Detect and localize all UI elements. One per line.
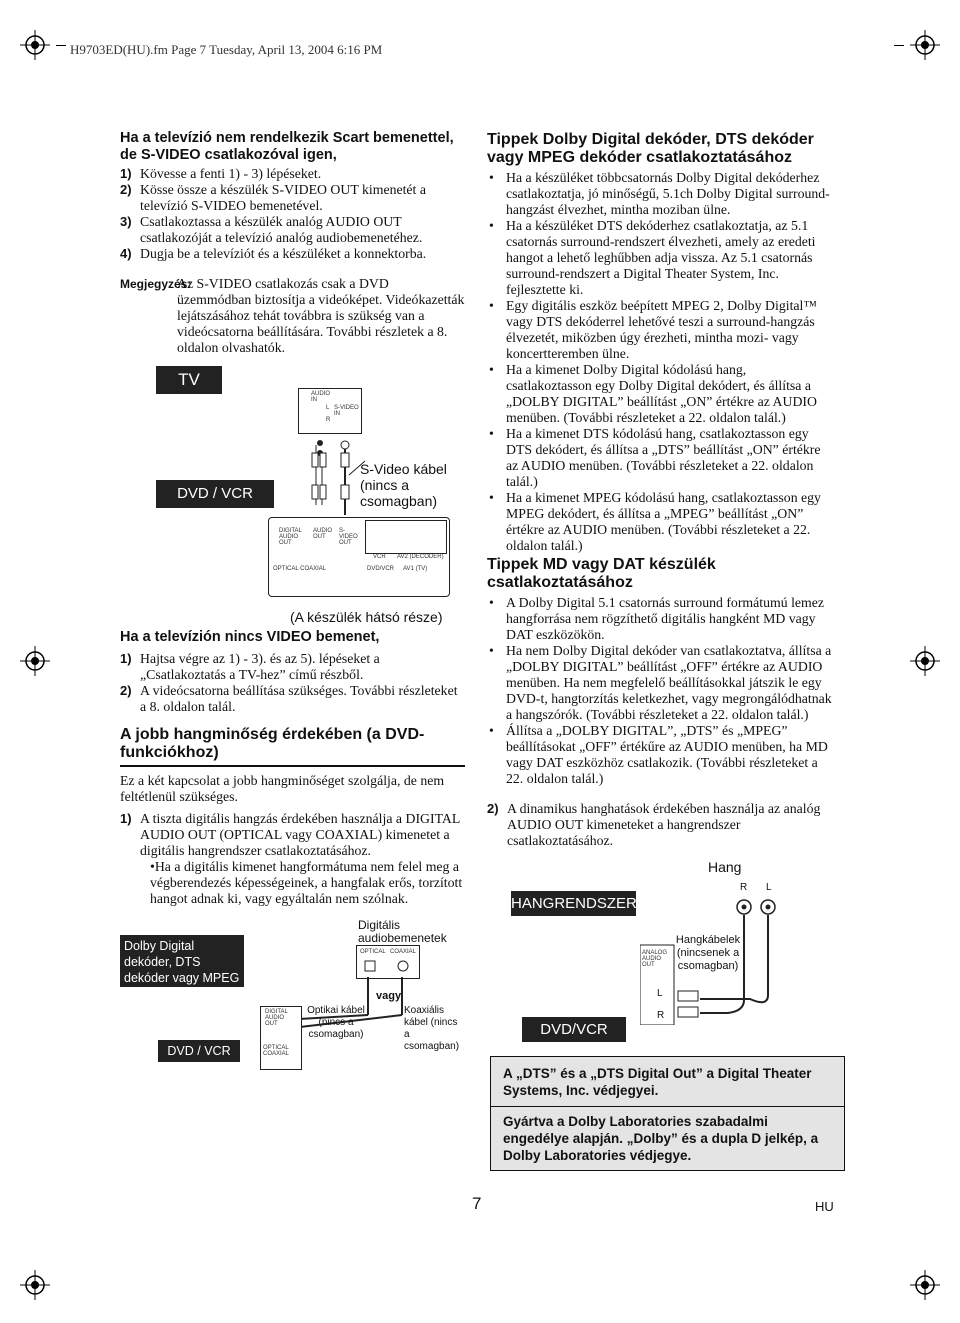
dvd-vcr-label: DVD / VCR — [156, 480, 274, 508]
hang-label: Hang — [708, 859, 742, 875]
dvdvcr-label: DVD/VCR — [522, 1017, 626, 1042]
heading-rule — [120, 765, 465, 767]
step-item: 3) Csatlakoztassa a készülék analóg AUDIO OUT csatlakozóját a televízió analóg audiobemenetéhez. — [120, 214, 423, 245]
quality-heading: A jobb hangminőség érdekében (a DVD-funkciókhoz) — [120, 726, 425, 761]
md-heading: Tippek MD vagy DAT készülék csatlakoztatásához — [487, 556, 716, 591]
quality-step1: 1) A tiszta digitális hangzás érdekében használja a DIGITAL AUDIO OUT (OPTICAL vagy COAXIAL) kimenetet a digitális hangrendszer csatlakoztatásához. — [120, 811, 460, 858]
list-item: • Ha a kimenet DTS kódolású hang, csatlakoztasson egy DTS dekódert, és állítsa a „DTS” beállítást „ON” értékre az AUDIO menüben. (További részleteket a 22. oldalon talál.) — [487, 426, 832, 490]
step-item: 1) Hajtsa végre az 1) - 3). és az 5). lépéseket a „Csatlakoztatás a TV-hez” című részből. — [120, 651, 380, 682]
list-item: • Ha a készüléket DTS dekóderhez csatlakoztatja, az 5.1 csatornás surround-rendszert élvezheti, amely az eredeti hangot a lehető leghűbben adja vissza. Az 5.1 csatornás surround-rendszert a Digital Theater System, Inc. fejlesztette ki. — [487, 218, 832, 298]
trademark-dts: A „DTS” és a „DTS Digital Out” a Digital Theater Systems, Inc. védjegyei. — [490, 1056, 845, 1108]
registration-mark-top-left — [20, 30, 50, 60]
page-number: 7 — [472, 1194, 482, 1213]
jack-r-unit: R — [657, 1010, 665, 1021]
list-item: • Állítsa a „DOLBY DIGITAL”, „DTS” és „MPEG” beállításokat „OFF” értékűre az AUDIO menüben, ha MD vagy DAT eszközhöz csatlakozik. (További részleteket a 22. oldalon talál.) — [487, 723, 832, 787]
jack-l-label: L — [766, 882, 772, 893]
dvd-vcr-label-2: DVD / VCR — [158, 1040, 240, 1062]
analog-out-label: ANALOG AUDIO OUT — [642, 950, 668, 968]
rear-panel-outputs — [365, 520, 447, 554]
step-item: 2) Kösse össze a készülék S-VIDEO OUT kimenetét a televízió S-VIDEO bemenetével. — [120, 182, 426, 213]
unit-rear-panel: DIGITAL AUDIO OUT AUDIO OUT S-VIDEO OUT OPTICAL COAXIAL VCR AV2 (DECODER) DVD/VCR AV1 (TV) — [268, 517, 450, 597]
note-text: Az S-VIDEO csatlakozás csak a DVD üzemmódban biztosítja a videóképet. Videókazetták lejátszásához tehát továbbra is szükség van a videócsatorna beállítására. További részletek a 8. oldalon olvashatók. — [177, 276, 465, 355]
jack-l-unit: L — [657, 988, 663, 999]
md-list — [487, 595, 832, 787]
list-item: • Egy digitális eszköz beépített MPEG 2, Dolby Digital™ vagy DTS dekóderrel lehetővé teszi a surround-hangzás élvezetét, miközben úgy érezheti, mintha mozi- vagy koncertteremben ülne. — [487, 298, 832, 362]
list-item: • Ha nem Dolby Digital dekóder van csatlakoztatva, állítsa a „DOLBY DIGITAL” beállítást „OFF” értékre az AUDIO menüben. Ha nem megfelelő beállításokkal játszik le egy DVD-t, hangtorzítás keletkezhet, vagy megrongálódhatnak a hangszórók. (További részleteket a 22. oldalon talál.) — [487, 643, 832, 723]
list-item: • Ha a kimenet MPEG kódolású hang, csatlakoztasson egy MPEG dekódert, és állítsa a „MPEG” beállítást „ON” értékre az AUDIO menüben. (További részleteket a 22. oldalon talál.) — [487, 490, 832, 554]
svideo-cable-label: S-Video kábel (nincs a csomagban) — [360, 461, 447, 509]
step-item: 1) Kövesse a fenti 1) - 3) lépéseket. — [120, 166, 322, 181]
hangrendszer-label: HANGRENDSZER — [511, 891, 636, 916]
note — [120, 276, 465, 356]
novideo-heading: Ha a televízión nincs VIDEO bemenet, — [120, 629, 380, 645]
step2: 2) A dinamikus hanghatások érdekében használja az analóg AUDIO OUT kimeneteket a hangrendszer csatlakoztatásához. — [487, 801, 821, 848]
tv-rear-panel: AUDIO IN L R S-VIDEO IN — [298, 388, 362, 434]
svideo-heading: Ha a televízió nem rendelkezik Scart bemenettel, de S-VIDEO csatlakozóval igen, — [120, 130, 454, 163]
tips-heading: Tippek Dolby Digital dekóder, DTS dekóder vagy MPEG dekóder csatlakoztatásához — [487, 131, 814, 166]
registration-mark-mid-left — [20, 646, 50, 676]
coax-cable-label: Koaxiális kábel (nincs a csomagban) — [404, 1005, 460, 1052]
digital-inputs-label: Digitális audiobemenetek — [358, 918, 447, 945]
crop-line — [894, 45, 904, 46]
registration-mark-bottom-left — [20, 1270, 50, 1300]
language-code: HU — [815, 1199, 834, 1214]
step-item: 4) Dugja be a televíziót és a készüléket a konnektorba. — [120, 246, 427, 261]
quality-intro: Ez a két kapcsolat a jobb hangminőséget szolgálja, de nem feltétlenül szükséges. — [120, 773, 445, 804]
decoder-label: Dolby Digital dekóder, DTS dekóder vagy MPEG dekóder stb. — [120, 935, 244, 987]
registration-mark-bottom-right — [910, 1270, 940, 1300]
tv-label: TV — [156, 366, 222, 394]
trademark-dolby: Gyártva a Dolby Laboratories szabadalmi engedélye alapján. „Dolby” és a dupla D jelkép, a Dolby Laboratories védjegye. — [490, 1106, 845, 1171]
or-label: vagy — [376, 990, 402, 1002]
unit-digital-panel: DIGITAL AUDIO OUT OPTICAL COAXIAL — [260, 1006, 302, 1070]
tips-list — [487, 170, 832, 554]
list-item: • A Dolby Digital 5.1 csatornás surround formátumú lemez hangforrása nem rögzíthető digitális hangként MD vagy DAT eszközökön. — [487, 595, 832, 643]
rear-caption: (A készülék hátsó része) — [290, 609, 443, 625]
registration-mark-top-right — [910, 30, 940, 60]
left-column-lower — [120, 629, 465, 907]
audio-cables-label: Hangkábelek (nincsenek a csomagban) — [675, 934, 741, 972]
file-header: H9703ED(HU).fm Page 7 Tuesday, April 13, 2004 6:16 PM — [70, 42, 383, 57]
step-item: 2) A videócsatorna beállítása szükséges. További részleteket a 8. oldalon talál. — [120, 683, 458, 714]
quality-subnote: •Ha a digitális kimenet hangformátuma nem felel meg a végberendezés képességeinek, a hangfalak erős, torzított hangot adnak ki, vagy egyáltalán nem szólnak. — [150, 859, 463, 906]
note-label: Megjegyzés: — [120, 277, 192, 291]
decoder-inputs-panel: OPTICAL COAXIAL — [356, 945, 420, 979]
left-column — [120, 130, 465, 356]
novideo-steps — [120, 651, 465, 715]
optical-cable-label: Optikai kábel (nincs a csomagban) — [307, 1005, 365, 1040]
svideo-steps — [120, 166, 465, 262]
registration-mark-mid-right — [910, 646, 940, 676]
right-column — [487, 131, 832, 849]
jack-r-label: R — [740, 882, 748, 893]
list-item: • Ha a készüléket többcsatornás Dolby Digital dekóderhez csatlakoztatja, jó minőségű, 5.1ch Dolby Digital surround-hangzást élvezhet, mintha moziban ülne. — [487, 170, 832, 218]
list-item: • Ha a kimenet Dolby Digital kódolású hang, csatlakoztasson egy Dolby Digital dekódert, és állítsa a „DOLBY DIGITAL” beállítást „ON” értékre az AUDIO menüben. (További részleteket a 22. oldalon talál.) — [487, 362, 832, 426]
crop-line — [56, 45, 66, 46]
